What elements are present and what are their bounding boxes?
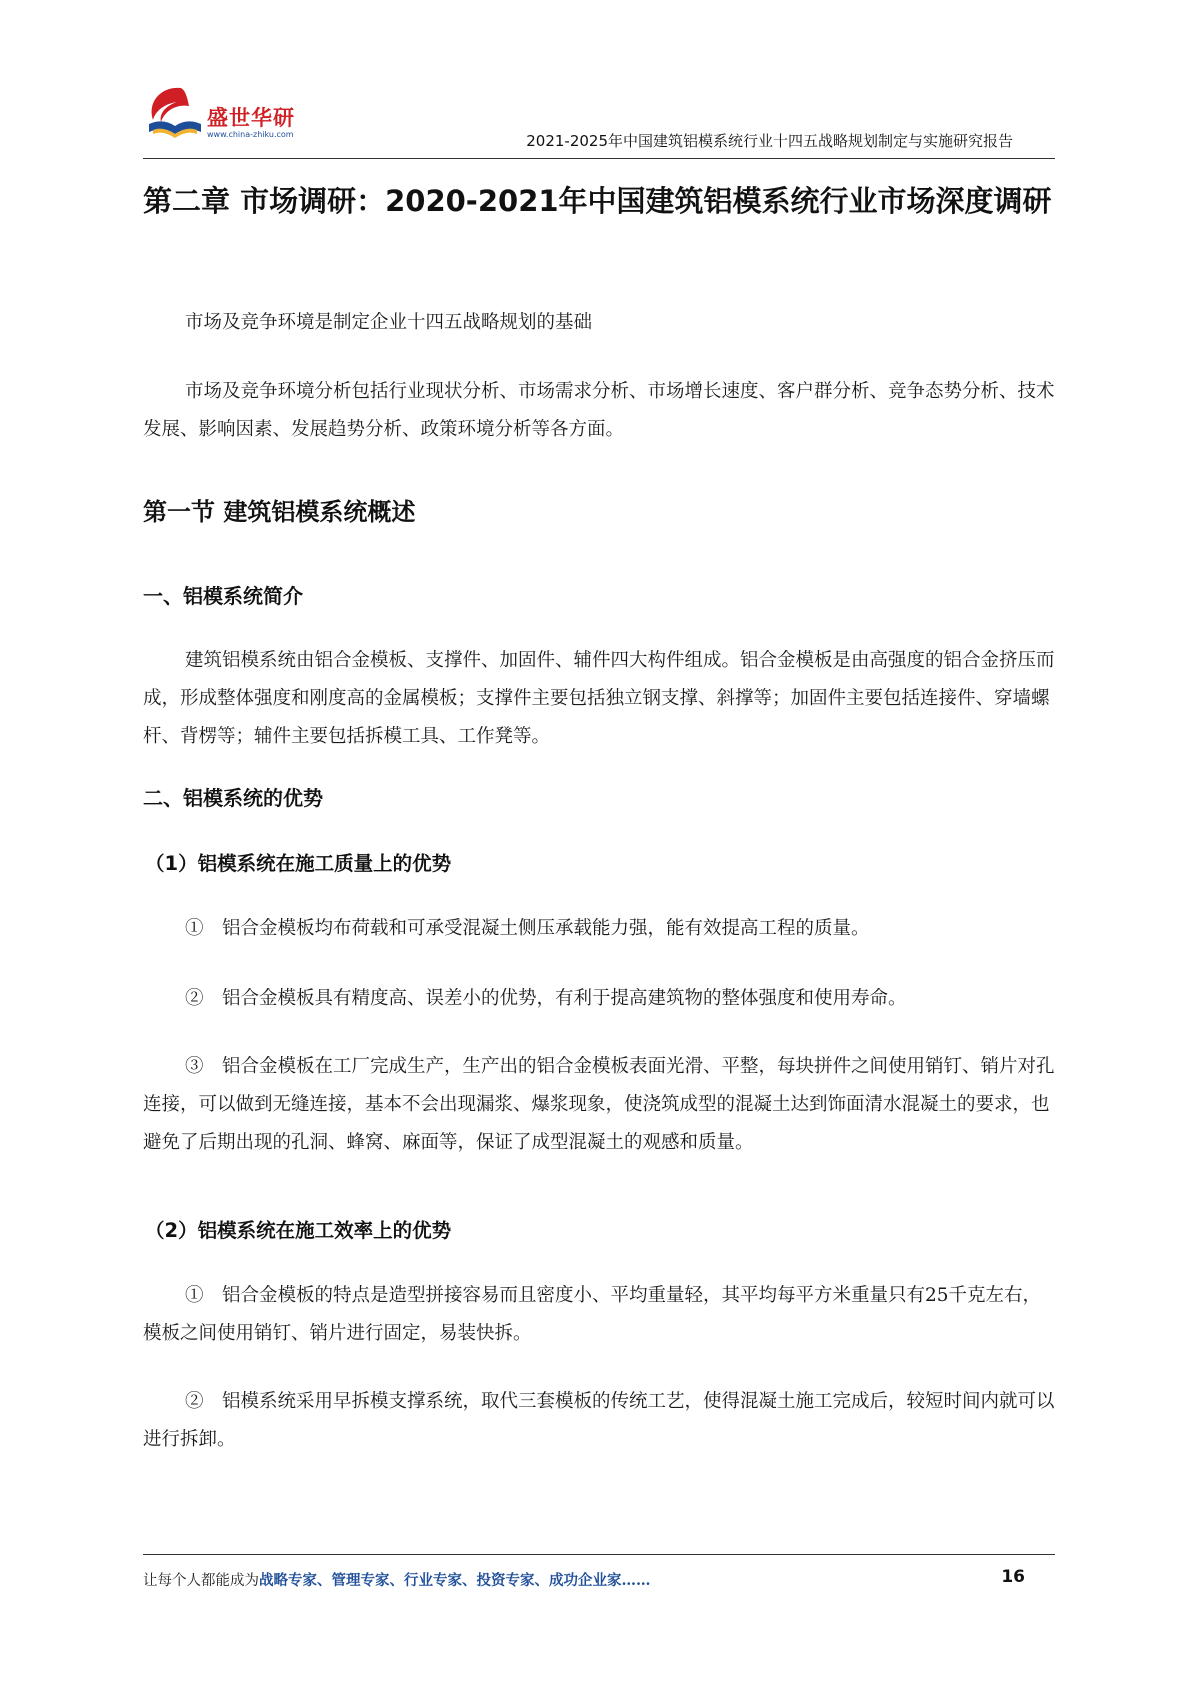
efficiency-advantage-title: （2）铝模系统在施工效率上的优势 bbox=[145, 1219, 452, 1242]
subsection-title-advantages: 二、铝模系统的优势 bbox=[143, 786, 323, 810]
company-logo bbox=[143, 84, 313, 146]
quality-item-2: ② 铝合金模板具有精度高、误差小的优势，有利于提高建筑物的整体强度和使用寿命。 bbox=[185, 988, 907, 1009]
logo-url: www.china-zhiku.com bbox=[207, 130, 294, 139]
page-footer bbox=[143, 1554, 1055, 1589]
efficiency-item-2: ② 铝模系统采用早拆模支撑系统，取代三套模板的传统工艺，使得混凝土施工完成后，较短时间内就可以进行拆卸。 bbox=[143, 1391, 1055, 1450]
quality-item-3: ③ 铝合金模板在工厂完成生产，生产出的铝合金模板表面光滑、平整，每块拼件之间使用销钉、销片对孔连接，可以做到无缝连接，基本不会出现漏浆、爆浆现象，使浇筑成型的混凝土达到饰面清水混凝土的要求，也避免了后期出现的孔洞、蜂窝、麻面等，保证了成型混凝土的观感和质量。 bbox=[143, 1056, 1055, 1153]
section-title: 第一节 建筑铝模系统概述 bbox=[143, 498, 416, 526]
logo-name: 盛世华研 bbox=[207, 106, 295, 130]
book-swirl-logo-icon bbox=[143, 84, 207, 146]
page-number: 16 bbox=[1001, 1567, 1025, 1587]
chapter-title: 第二章 市场调研：2020-2021年中国建筑铝模系统行业市场深度调研 bbox=[143, 184, 1052, 218]
quality-item-1: ① 铝合金模板均布荷载和可承受混凝土侧压承载能力强，能有效提高工程的质量。 bbox=[185, 918, 870, 939]
efficiency-item-1: ① 铝合金模板的特点是造型拼接容易而且密度小、平均重量轻，其平均每平方米重量只有25千克左右，模板之间使用销钉、销片进行固定，易装快拆。 bbox=[143, 1285, 1042, 1344]
quality-advantage-title: （1）铝模系统在施工质量上的优势 bbox=[145, 852, 452, 875]
intro-paragraph-2: 市场及竞争环境分析包括行业现状分析、市场需求分析、市场增长速度、客户群分析、竞争态势分析、技术发展、影响因素、发展趋势分析、政策环境分析等各方面。 bbox=[143, 381, 1055, 440]
subsection-intro-body: 建筑铝模系统由铝合金模板、支撑件、加固件、辅件四大构件组成。铝合金模板是由高强度的铝合金挤压而成，形成整体强度和刚度高的金属模板；支撑件主要包括独立钢支撑、斜撑等；加固件主要包括连接件、穿墙螺杆、背楞等；辅件主要包括拆模工具、工作凳等。 bbox=[143, 650, 1055, 747]
footer-slogan bbox=[143, 1569, 651, 1590]
page-header bbox=[143, 82, 1055, 159]
intro-paragraph-1: 市场及竞争环境是制定企业十四五战略规划的基础 bbox=[185, 312, 593, 333]
slogan-lead: 让每个人都能成为 bbox=[143, 1573, 259, 1589]
slogan-roles: 战略专家、管理专家、行业专家、投资专家、成功企业家…… bbox=[259, 1572, 651, 1589]
report-title: 2021-2025年中国建筑铝模系统行业十四五战略规划制定与实施研究报告 bbox=[526, 132, 1013, 150]
subsection-title-intro: 一、铝模系统简介 bbox=[143, 584, 303, 608]
